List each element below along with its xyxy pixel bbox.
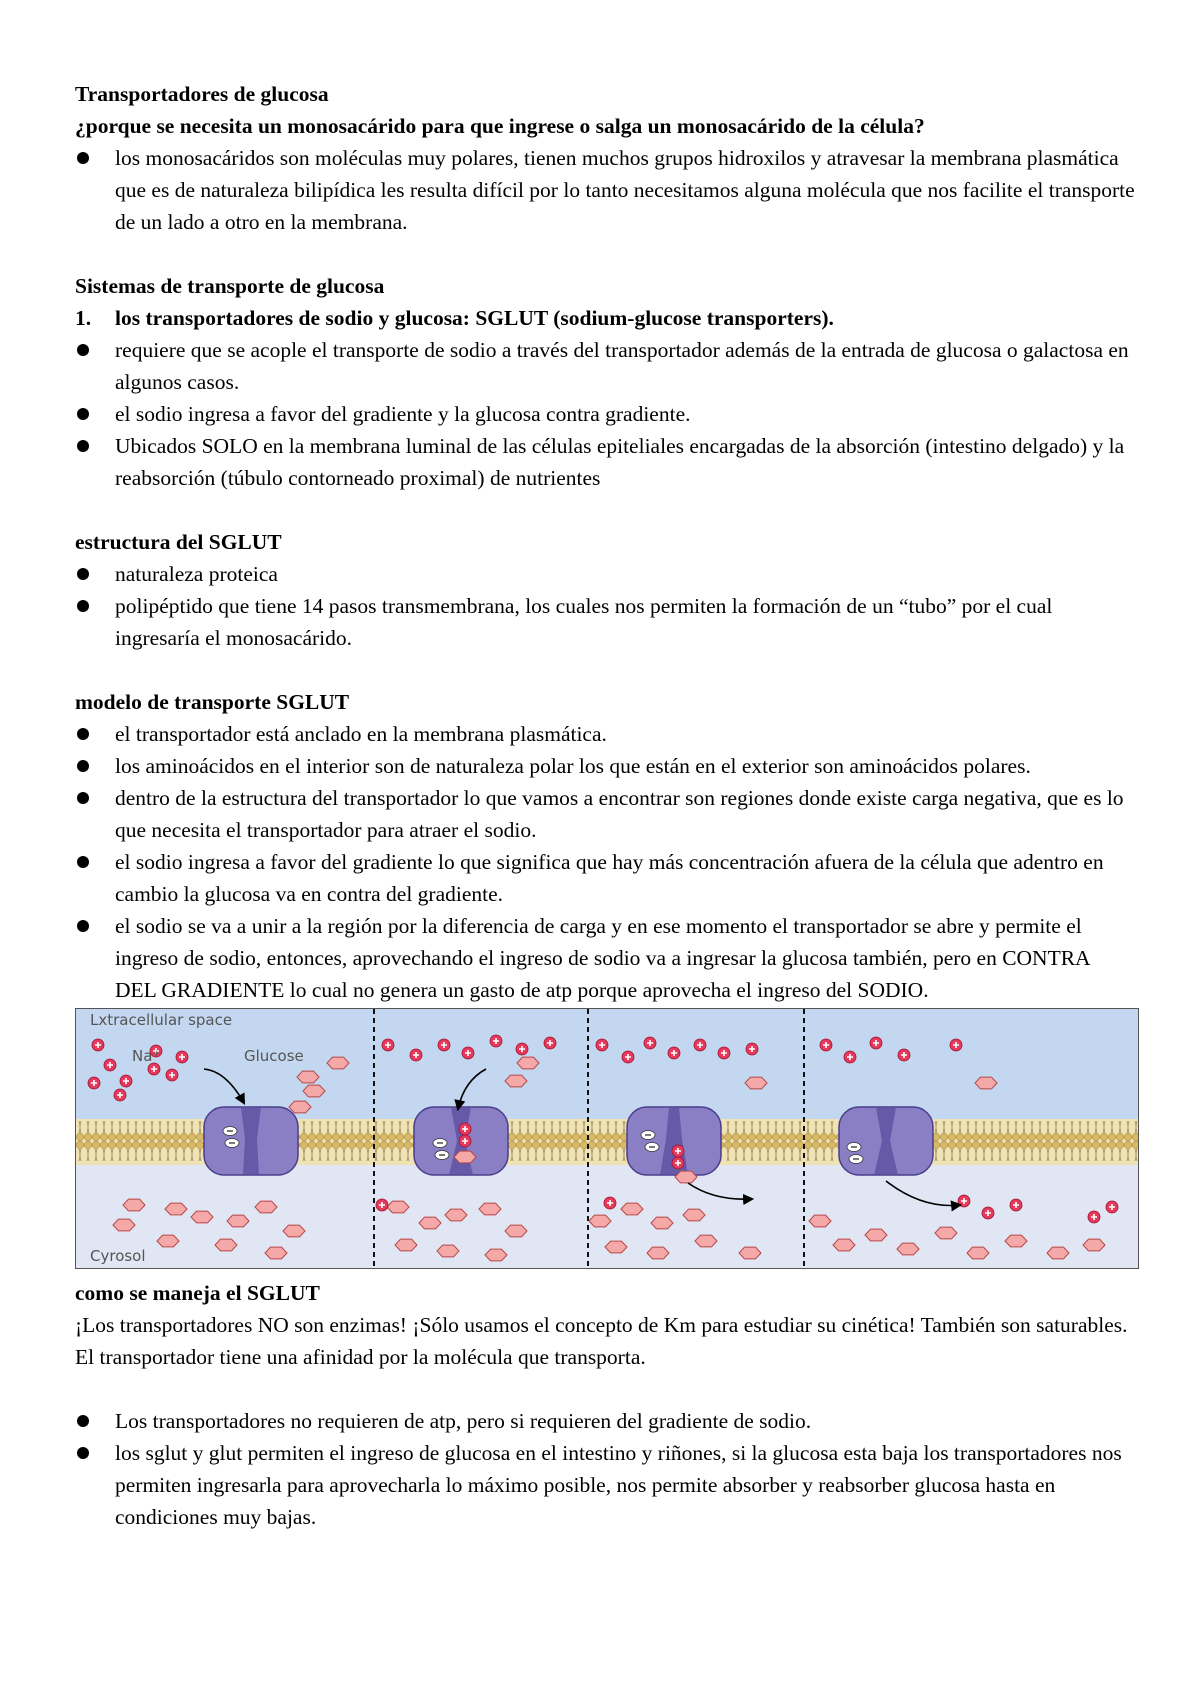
- glucose-molecule-icon: [605, 1241, 627, 1253]
- glucose-molecule-icon: [589, 1215, 611, 1227]
- management-bullet-list: [75, 1405, 1135, 1533]
- glucose-molecule-icon: [387, 1201, 409, 1213]
- glucose-molecule-icon: [683, 1209, 705, 1221]
- model-heading: modelo de transporte SGLUT: [75, 690, 350, 714]
- glucose-molecule-icon: [437, 1245, 459, 1257]
- glucose-molecule-icon: [297, 1071, 319, 1083]
- extracellular-label: Lxtracellular space: [90, 1011, 233, 1029]
- cytosol-label: Cyrosol: [90, 1247, 146, 1265]
- glucose-molecule-icon: [395, 1239, 417, 1251]
- glucose-molecule-icon: [265, 1247, 287, 1259]
- list-item: polipéptido que tiene 14 pasos transmembrana, los cuales nos permiten la formación de un “tubo” por el cual ingresaría el monosacárido.: [75, 590, 1135, 654]
- list-item: Ubicados SOLO en la membrana luminal de las células epiteliales encargadas de la absorción (intestino delgado) y la reabsorción (túbulo contorneado proximal) de nutrientes: [75, 430, 1135, 494]
- glucose-molecule-icon: [1083, 1239, 1105, 1251]
- glucose-molecule-icon: [191, 1211, 213, 1223]
- glucose-molecule-icon: [289, 1101, 311, 1113]
- glucose-molecule-icon: [454, 1151, 476, 1163]
- glucose-molecule-icon: [505, 1075, 527, 1087]
- glucose-molecule-icon: [745, 1077, 767, 1089]
- model-bullet-list: [75, 718, 1135, 1006]
- list-item: Los transportadores no requieren de atp, pero si requieren del gradiente de sodio.: [75, 1405, 1135, 1437]
- glucose-molecule-icon: [505, 1225, 527, 1237]
- glucose-molecule-icon: [479, 1203, 501, 1215]
- glucose-molecule-icon: [695, 1235, 717, 1247]
- glucose-molecule-icon: [255, 1201, 277, 1213]
- glucose-molecule-icon: [303, 1085, 325, 1097]
- glucose-molecule-icon: [967, 1247, 989, 1259]
- glucose-molecule-icon: [113, 1219, 135, 1231]
- management-line: El transportador tiene una afinidad por la molécula que transporta.: [75, 1345, 646, 1369]
- sglut-transport-diagram: [75, 1008, 1139, 1269]
- glucose-molecule-icon: [975, 1077, 997, 1089]
- glucose-molecule-icon: [517, 1057, 539, 1069]
- glucose-molecule-icon: [935, 1227, 957, 1239]
- list-item: el sodio ingresa a favor del gradiente lo que significa que hay más concentración afuera de la célula que adentro en cambio la glucosa va en contra del gradiente.: [75, 846, 1135, 910]
- page-title: Transportadores de glucosa: [75, 82, 329, 106]
- numbered-item: [75, 302, 1135, 334]
- glucose-molecule-icon: [621, 1203, 643, 1215]
- structure-bullet-list: [75, 558, 1135, 654]
- list-item: naturaleza proteica: [75, 558, 1135, 590]
- management-heading: como se maneja el SGLUT: [75, 1281, 320, 1305]
- glucose-molecule-icon: [647, 1247, 669, 1259]
- glucose-molecule-icon: [833, 1239, 855, 1251]
- sodium-label: Na⁺: [132, 1047, 161, 1065]
- glucose-molecule-icon: [809, 1215, 831, 1227]
- diagram-canvas: [76, 1009, 1138, 1268]
- glucose-molecule-icon: [123, 1199, 145, 1211]
- intro-bullet-list: [75, 142, 1135, 238]
- list-item: requiere que se acople el transporte de sodio a través del transportador además de la entrada de glucosa o galactosa en algunos casos.: [75, 334, 1135, 398]
- glucose-label: Glucose: [244, 1047, 304, 1065]
- glucose-molecule-icon: [327, 1057, 349, 1069]
- list-item: los sglut y glut permiten el ingreso de glucosa en el intestino y riñones, si la glucosa esta baja los transportadores nos permiten ingresarla para aprovecharla lo máximo posible, nos permite absorber y reabsorber glucosa hasta en condiciones muy bajas.: [75, 1437, 1135, 1533]
- glucose-molecule-icon: [739, 1247, 761, 1259]
- list-item: el sodio se va a unir a la región por la diferencia de carga y en ese momento el transportador se abre y permite el ingreso de sodio, entonces, aprovechando el ingreso de sodio va a ingresar la glucosa también, pero en CONTRA DEL GRADIENTE lo cual no genera un gasto de atp porque aprovecha el ingreso del SODIO.: [75, 910, 1135, 1006]
- list-item: el transportador está anclado en la membrana plasmática.: [75, 718, 1135, 750]
- list-item: los aminoácidos en el interior son de naturaleza polar los que están en el exterior son aminoácidos polares.: [75, 750, 1135, 782]
- systems-bullet-list: [75, 334, 1135, 494]
- list-item: los monosacáridos son moléculas muy polares, tienen muchos grupos hidroxilos y atravesar la membrana plasmática que es de naturaleza bilipídica les resulta difícil por lo tanto necesitamos alguna molécula que nos facilite el transporte de un lado a otro en la membrana.: [75, 142, 1135, 238]
- glucose-molecule-icon: [215, 1239, 237, 1251]
- extracellular-region: [76, 1009, 1138, 1119]
- glucose-molecule-icon: [1005, 1235, 1027, 1247]
- glucose-molecule-icon: [897, 1243, 919, 1255]
- glucose-molecule-icon: [165, 1203, 187, 1215]
- document-body: [75, 78, 1135, 1533]
- glucose-molecule-icon: [227, 1215, 249, 1227]
- list-item: dentro de la estructura del transportador lo que vamos a encontrar son regiones donde existe carga negativa, que es lo que necesita el transportador para atraer el sodio.: [75, 782, 1135, 846]
- systems-heading: Sistemas de transporte de glucosa: [75, 274, 385, 298]
- glucose-molecule-icon: [865, 1229, 887, 1241]
- question-heading: ¿porque se necesita un monosacárido para que ingrese o salga un monosacárido de la célula?: [75, 114, 925, 138]
- glucose-molecule-icon: [283, 1225, 305, 1237]
- glucose-molecule-icon: [485, 1249, 507, 1261]
- item-label: los transportadores de sodio y glucosa: SGLUT (sodium-glucose transporters).: [115, 306, 834, 330]
- glucose-molecule-icon: [445, 1209, 467, 1221]
- systems-numbered-list: [75, 302, 1135, 334]
- item-number: 1.: [75, 306, 92, 330]
- glucose-molecule-icon: [1047, 1247, 1069, 1259]
- glucose-molecule-icon: [651, 1217, 673, 1229]
- glucose-molecule-icon: [675, 1171, 697, 1183]
- structure-heading: estructura del SGLUT: [75, 530, 282, 554]
- glucose-molecule-icon: [157, 1235, 179, 1247]
- glucose-molecule-icon: [419, 1217, 441, 1229]
- list-item: el sodio ingresa a favor del gradiente y la glucosa contra gradiente.: [75, 398, 1135, 430]
- management-line: ¡Los transportadores NO son enzimas! ¡Sólo usamos el concepto de Km para estudiar su cinética! También son saturables.: [75, 1313, 1128, 1337]
